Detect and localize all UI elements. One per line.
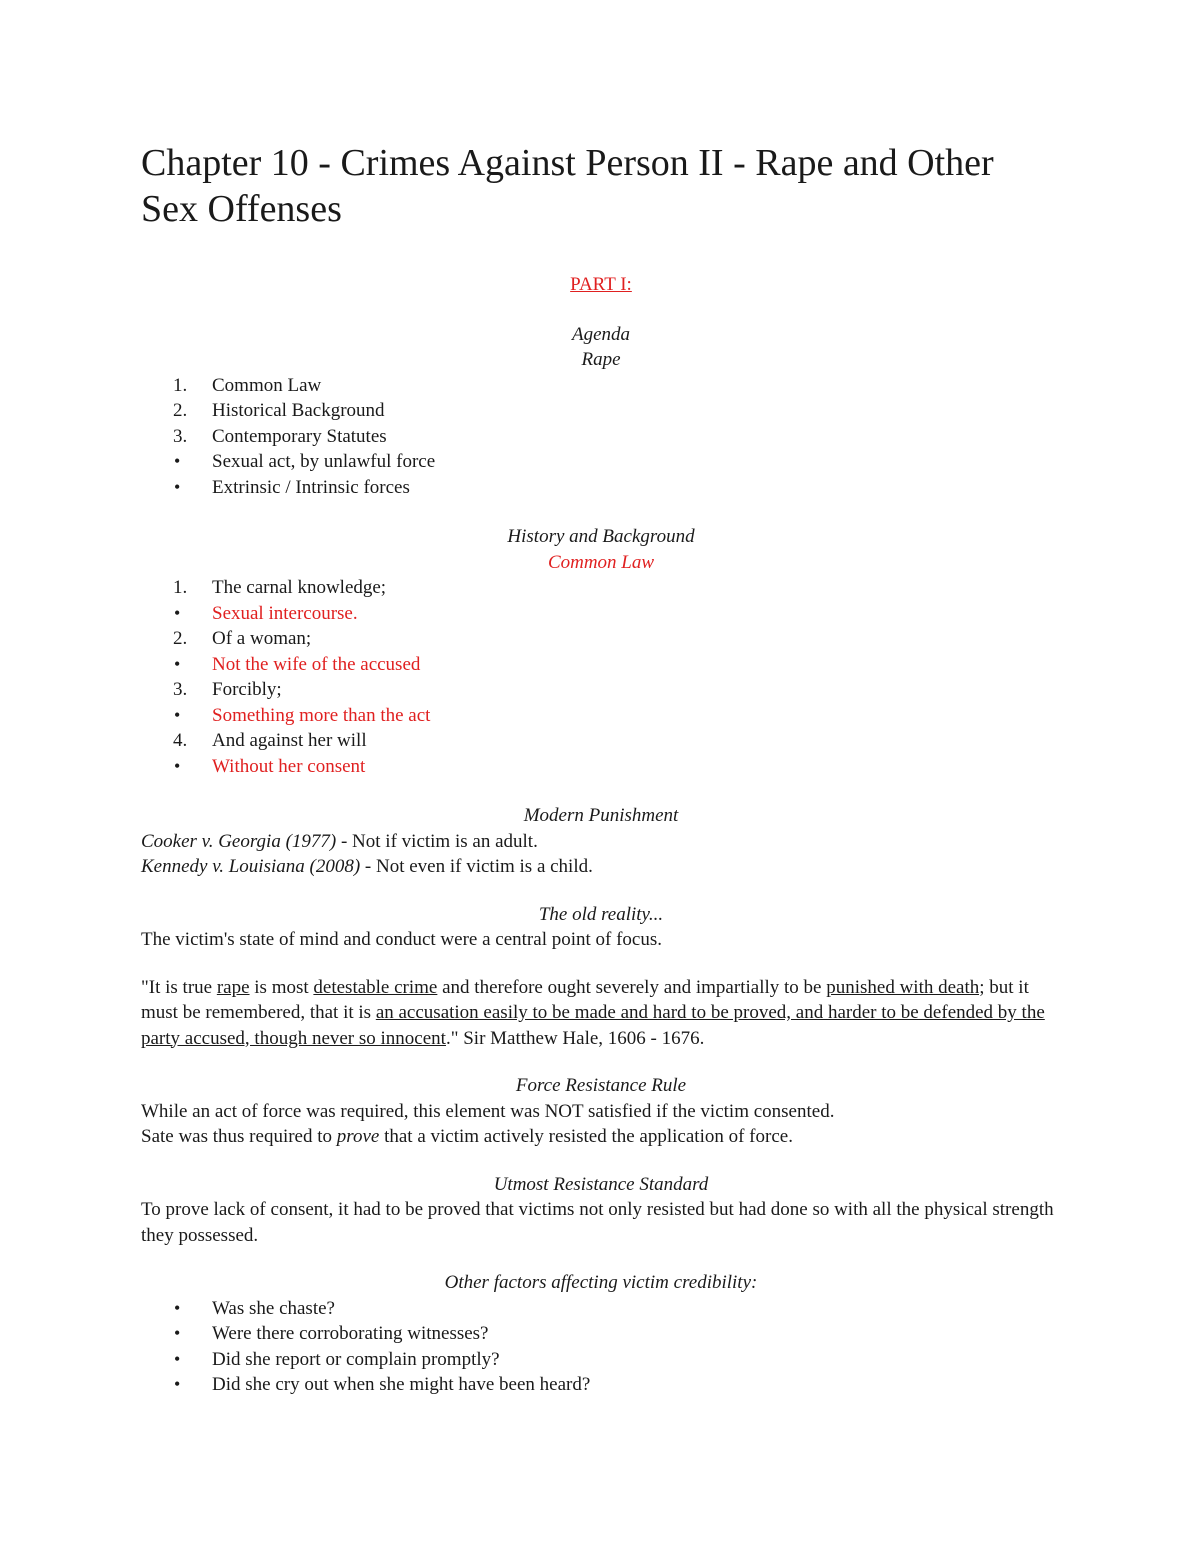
list-item	[141, 601, 1061, 627]
quote-text: and therefore ought severely and impartially to be	[437, 976, 827, 998]
list-item	[141, 575, 1061, 601]
list-item-text: Sexual act, by unlawful force	[212, 451, 436, 472]
list-marker: 2.	[173, 628, 188, 649]
title-line-2: Sex Offenses	[141, 188, 342, 230]
quote-underlined: an accusation easily to be made and hard to be proved, and harder to be defended by the party accused, though never so innocent	[141, 1002, 1045, 1049]
punishment-heading: Modern Punishment	[523, 805, 679, 826]
force-resistance-heading: Force Resistance Rule	[515, 1075, 687, 1096]
list-item	[141, 398, 1061, 424]
list-item-text: Extrinsic / Intrinsic forces	[212, 476, 410, 498]
list-item-text: Did she report or complain promptly?	[212, 1348, 500, 1370]
list-item	[141, 677, 1061, 703]
bullet-icon: •	[174, 1323, 181, 1343]
bullet-icon: •	[174, 1297, 181, 1318]
list-marker: 4.	[173, 730, 188, 751]
list-marker: 1.	[173, 374, 188, 396]
list-item-text: Without her consent	[212, 755, 366, 777]
agenda-heading: Agenda	[571, 323, 631, 345]
list-item	[141, 424, 1061, 450]
history-list	[141, 575, 1061, 779]
text-span: that a victim actively resisted the application of force.	[379, 1126, 793, 1147]
part-heading: PART I:	[570, 274, 632, 295]
list-marker: 2.	[173, 400, 188, 421]
old-reality-text: The victim's state of mind and conduct were a central point of focus.	[141, 929, 663, 950]
quote-text: but it must be remembered, that it is	[141, 976, 1029, 1023]
list-item	[141, 1321, 1061, 1347]
credibility-list	[141, 1296, 1061, 1398]
list-item-text: Common Law	[212, 374, 322, 396]
quote-attribution: ." Sir Matthew Hale, 1606 - 1676.	[445, 1027, 705, 1049]
quote-underlined: punished with death;	[826, 976, 985, 998]
utmost-heading: Utmost Resistance Standard	[493, 1173, 709, 1195]
case-name: Kennedy v. Louisiana (2008)	[141, 856, 361, 877]
list-item-text: Historical Background	[212, 400, 385, 421]
title-line-1: Chapter 10 - Crimes Against Person II - Rape and Other	[141, 142, 994, 184]
list-marker: 3.	[173, 425, 188, 447]
list-item	[141, 728, 1061, 754]
history-heading: History and Background	[507, 526, 695, 547]
list-item-text: Did she cry out when she might have been heard?	[212, 1374, 591, 1395]
bullet-icon: •	[174, 602, 181, 623]
case-name: Cooker v. Georgia (1977)	[141, 830, 337, 852]
list-item-text: The carnal knowledge;	[212, 577, 387, 598]
agenda-subheading: Rape	[581, 349, 621, 370]
document-page	[141, 140, 1061, 1398]
list-item-text: And against her will	[212, 730, 367, 751]
quote-underlined: rape	[216, 976, 250, 998]
list-item	[141, 754, 1061, 780]
list-item	[141, 1347, 1061, 1373]
bullet-icon: •	[174, 1348, 181, 1369]
utmost-text: To prove lack of consent, it had to be proved that victims not only resisted but had done so with all the physical strength they possessed.	[141, 1199, 1054, 1246]
list-item	[141, 475, 1061, 501]
list-marker: 1.	[173, 577, 188, 598]
quote-text: "It is true	[141, 976, 217, 998]
list-item-text: Something more than the act	[212, 704, 431, 726]
list-item-text: Forcibly;	[212, 679, 282, 700]
list-item-text: Were there corroborating witnesses?	[212, 1323, 489, 1344]
credibility-heading: Other factors affecting victim credibility:	[444, 1272, 758, 1293]
hale-quote	[141, 975, 1061, 1052]
bullet-icon: •	[174, 1374, 181, 1394]
force-resistance-line1: While an act of force was required, this element was NOT satisfied if the victim consented.	[141, 1100, 835, 1122]
bullet-icon: •	[174, 451, 181, 471]
text-emphasis: prove	[336, 1126, 380, 1147]
bullet-icon: •	[174, 476, 181, 497]
list-item-text: Not the wife of the accused	[212, 653, 421, 675]
page-title	[141, 140, 1061, 232]
list-marker: 3.	[173, 679, 188, 700]
bullet-icon: •	[174, 653, 181, 674]
text-span: Sate was thus required to	[141, 1126, 337, 1147]
list-item	[141, 703, 1061, 729]
bullet-icon: •	[174, 704, 181, 725]
case-text: - Not even if victim is a child.	[360, 856, 593, 877]
list-item	[141, 1372, 1061, 1398]
list-item-text: Of a woman;	[212, 628, 312, 649]
agenda-list	[141, 373, 1061, 501]
history-subheading: Common Law	[547, 551, 655, 573]
list-item	[141, 652, 1061, 678]
list-item-text: Was she chaste?	[212, 1297, 335, 1319]
case-text: - Not if victim is an adult.	[336, 830, 538, 852]
list-item	[141, 1296, 1061, 1322]
list-item	[141, 449, 1061, 475]
list-item-text: Sexual intercourse.	[212, 602, 358, 624]
quote-underlined: detestable crime	[313, 976, 438, 998]
quote-text: is most	[249, 976, 314, 998]
list-item	[141, 626, 1061, 652]
old-reality-heading: The old reality...	[538, 903, 664, 925]
case-line	[141, 829, 1061, 855]
case-line	[141, 854, 1061, 880]
bullet-icon: •	[174, 755, 181, 776]
list-item	[141, 373, 1061, 399]
force-resistance-line2	[141, 1124, 1061, 1150]
list-item-text: Contemporary Statutes	[212, 425, 387, 447]
